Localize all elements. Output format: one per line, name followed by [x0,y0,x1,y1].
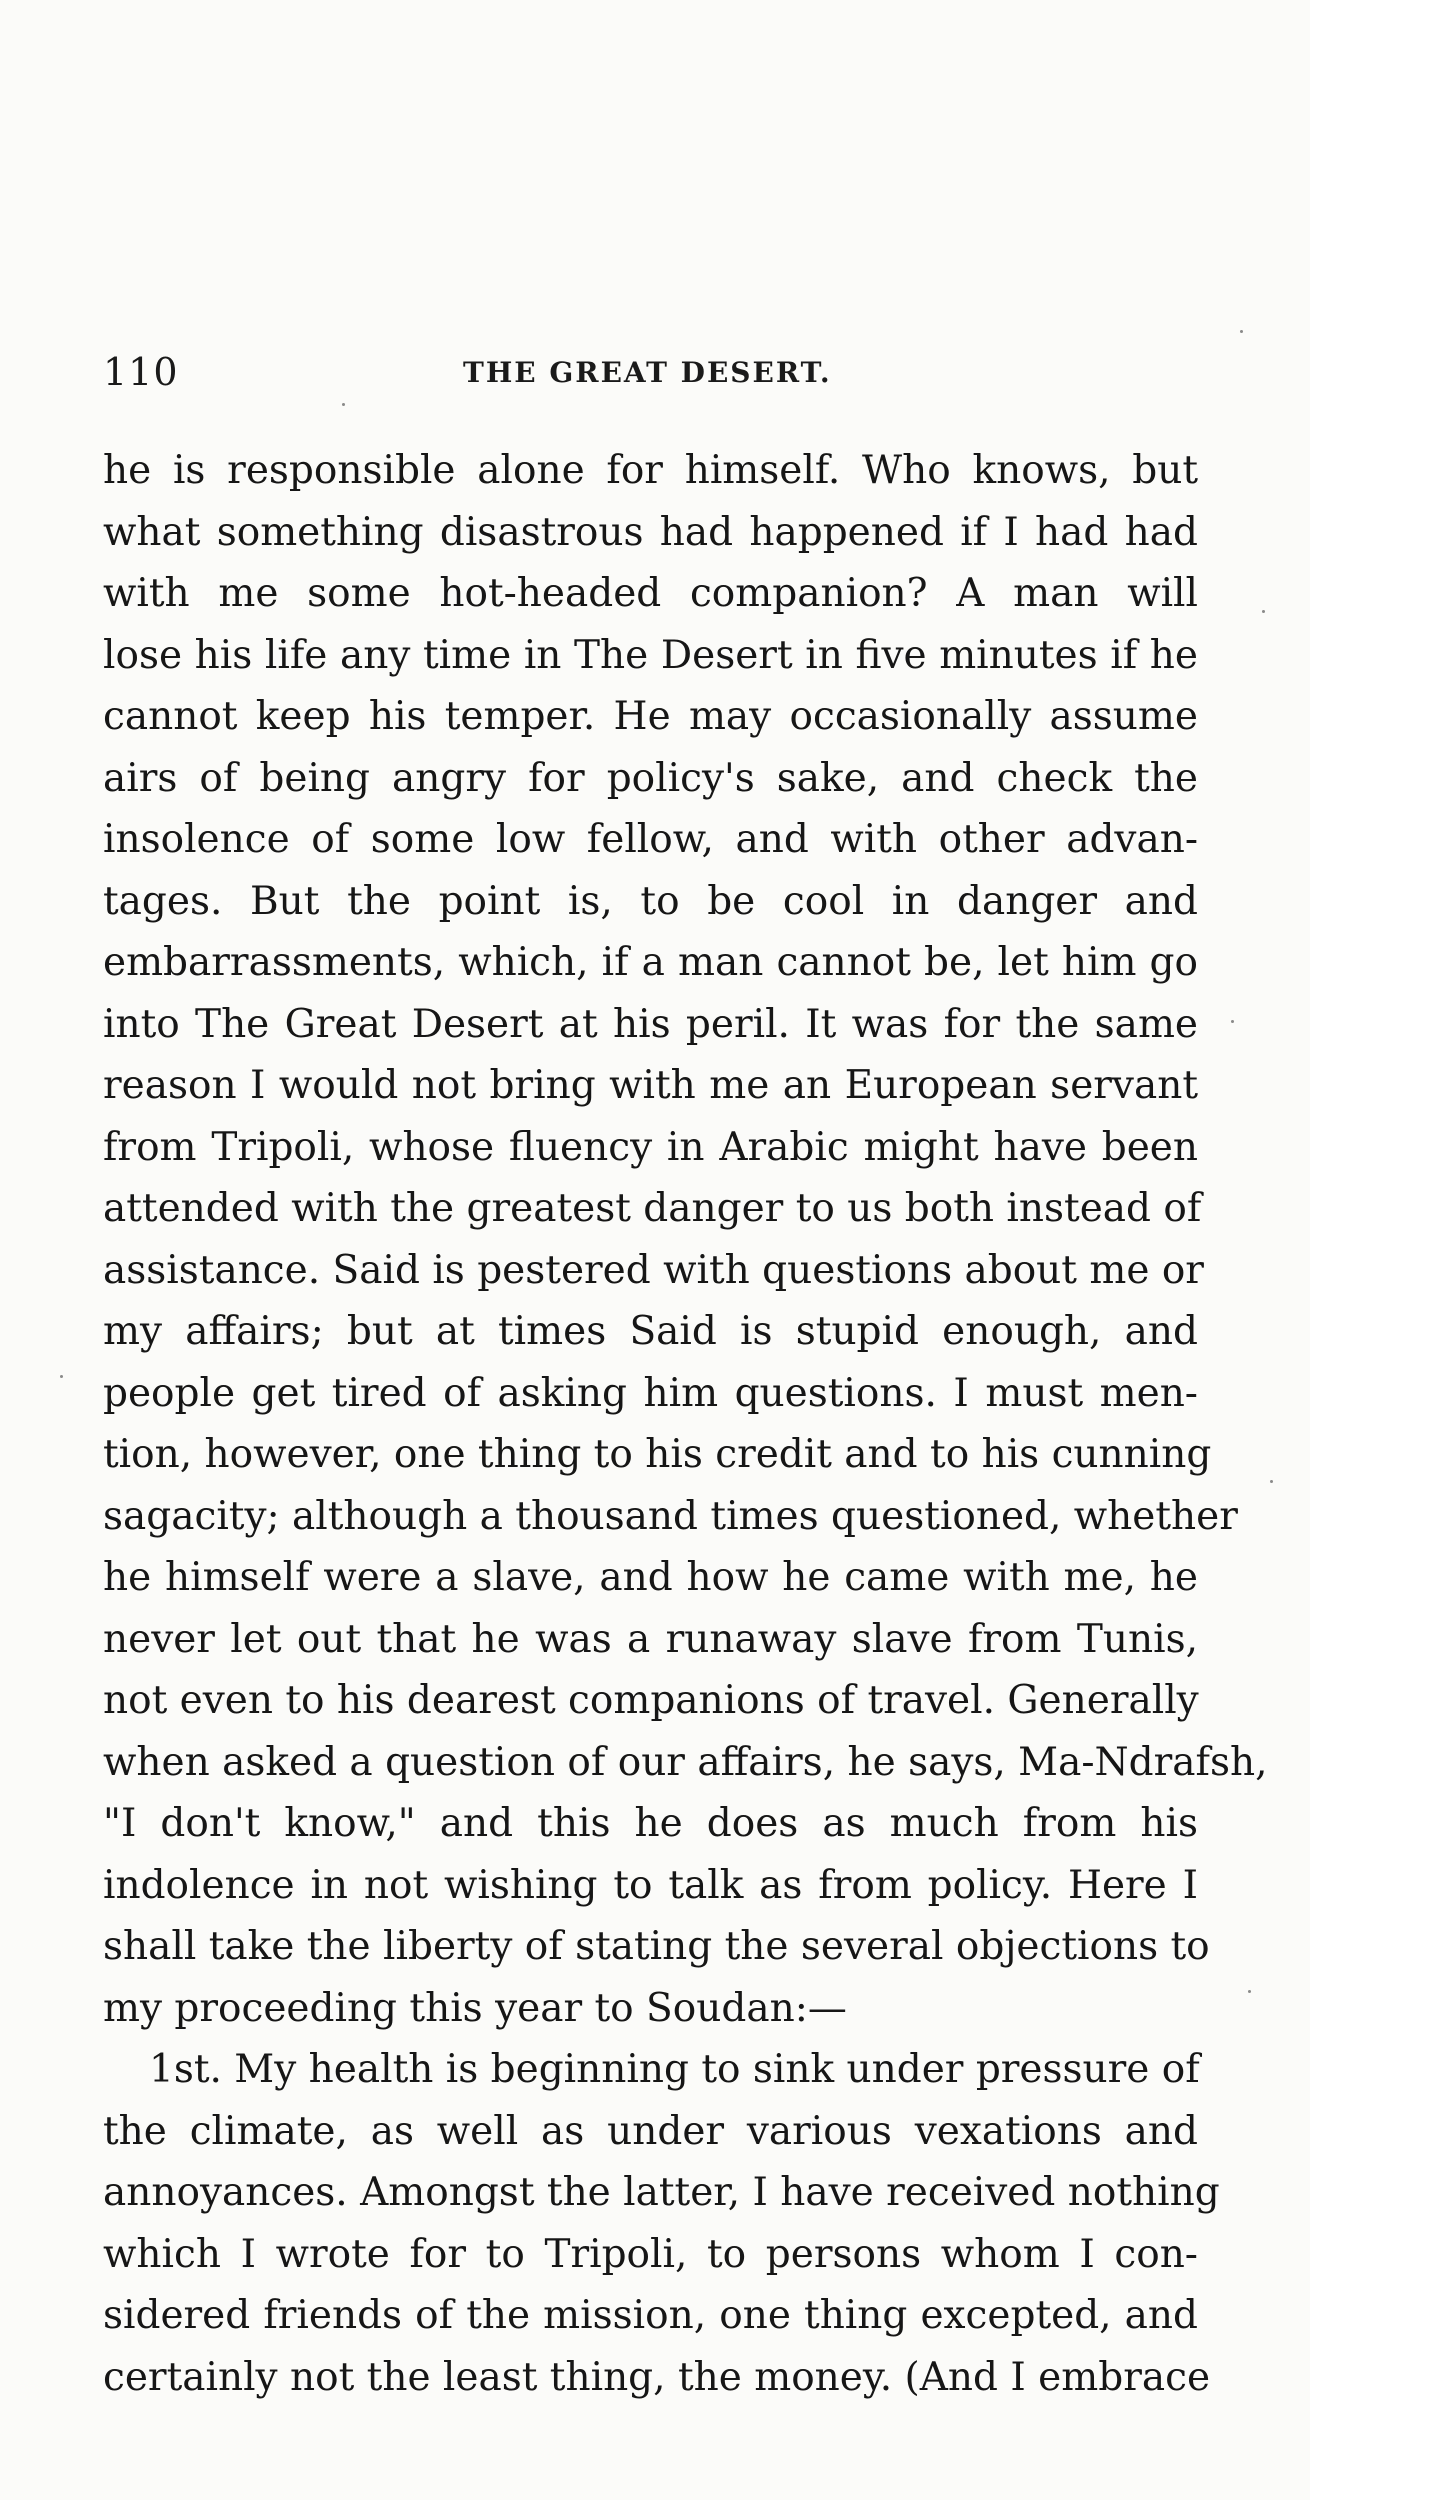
text-line: the climate, as well as under various vexations and [103,2108,1198,2154]
text-line: sidered friends of the mission, one thing excepted, and [103,2293,1198,2338]
text-line: he is responsible alone for himself. Who knows, but [103,448,1198,493]
scan-speck [1248,1990,1251,1993]
text-line: reason I would not bring with me an European servant [103,1063,1198,1108]
text-line: indolence in not wishing to talk as from policy. Here I [103,1862,1198,1908]
text-line: airs of being angry for policy's sake, and check the [103,755,1198,801]
text-line: insolence of some low fellow, and with other advan- [103,817,1198,862]
text-line: 1st. My health is beginning to sink under pressure of [149,2047,1200,2092]
scan-speck [1262,610,1265,613]
text-line: annoyances. Amongst the latter, I have received nothing [103,2170,1220,2215]
text-line: shall take the liberty of stating the several objections to [103,1924,1210,1969]
text-line: sagacity; although a thousand times questioned, whether [103,1493,1238,1539]
text-line: assistance. Said is pestered with questions about me or [103,1247,1204,1293]
text-line: into The Great Desert at his peril. It was for the same [103,1001,1198,1047]
text-line: which I wrote for to Tripoli, to persons whom I con- [103,2231,1198,2277]
running-title: THE GREAT DESERT. [463,356,832,389]
text-line: "I don't know," and this he does as much from his [103,1801,1198,1846]
text-line: people get tired of asking him questions. I must men- [103,1370,1198,1416]
text-line: lose his life any time in The Desert in five minutes if he [103,632,1198,678]
scan-speck [1231,1020,1234,1023]
paragraph [103,440,1268,2039]
page-header [103,350,1203,410]
text-line: not even to his dearest companions of travel. Generally [103,1678,1199,1723]
text-line: cannot keep his temper. He may occasionally assume [103,694,1198,739]
text-line: from Tripoli, whose fluency in Arabic might have been [103,1124,1198,1170]
text-line: tages. But the point is, to be cool in danger and [103,878,1198,924]
text-line: attended with the greatest danger to us both instead of [103,1186,1202,1231]
text-line: with me some hot-headed companion? A man will [103,571,1198,616]
paragraph [103,2039,1220,2408]
text-line: my affairs; but at times Said is stupid enough, and [103,1309,1198,1354]
scan-speck [1270,1480,1273,1483]
text-line: what something disastrous had happened if I had had [103,509,1198,555]
text-line: embarrassments, which, if a man cannot be, let him go [103,940,1198,985]
scan-speck [1240,330,1243,333]
text-line: certainly not the least thing, the money. (And I embrace [103,2354,1211,2400]
page-edge [1310,0,1450,2500]
scan-speck [342,403,345,406]
text-line: when asked a question of our affairs, he says, Ma-Ndrafsh, [103,1739,1268,1785]
text-line: never let out that he was a runaway slave from Tunis, [103,1616,1198,1662]
text-line: he himself were a slave, and how he came with me, he [103,1555,1198,1600]
text-line: tion, however, one thing to his credit and to his cunning [103,1432,1212,1477]
text-line: my proceeding this year to Soudan:— [103,1985,847,2031]
body-text [103,440,1268,2408]
page-number: 110 [103,350,179,394]
scan-speck [60,1375,63,1378]
